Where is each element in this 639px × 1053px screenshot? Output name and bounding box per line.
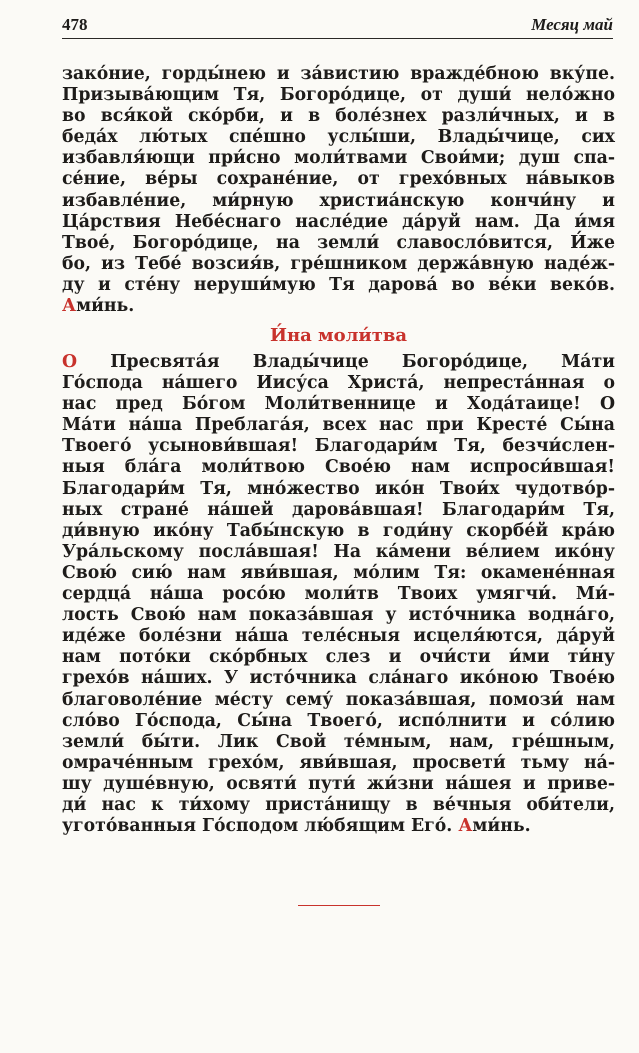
amen-initial: А	[458, 816, 473, 837]
amen-initial: А	[62, 296, 77, 317]
text-line: зако́ние, горды́нею и за́вистию вражде́бною вку́пе.	[62, 64, 615, 84]
text-line	[62, 626, 615, 647]
text-line: избавля́ющи при́сно моли́твами Свои́ми; душ спа-	[62, 148, 615, 169]
text-line	[62, 584, 615, 605]
line-text: ных стране́ на́шей дарова́вшая! Благодари́м Тя,	[62, 499, 615, 520]
text-line	[62, 795, 615, 816]
amen-rest: ми́нь.	[76, 296, 135, 317]
text-line: избавле́ние, ми́рную христиа́нскую кончи́ну и	[62, 190, 615, 211]
line-text: Ма́ти на́ша Преблага́я, всех нас при Кресте́ Сы́на	[62, 415, 615, 436]
second-prayer-text	[62, 352, 615, 837]
line-text: Твоего́ усынови́вшая! Благодари́м Тя, безчи́слен-	[62, 436, 615, 457]
line-text: нас пред Бо́гом Моли́твеннице и Хода́таице! О	[62, 394, 615, 415]
text-line	[62, 542, 615, 563]
text-line	[62, 753, 615, 774]
line-text: грехо́в на́ших. У исто́чника сла́наго ико́ною Твое́ю	[62, 668, 615, 689]
line-text: Пресвята́я Влады́чице Богоро́дице, Ма́ти	[77, 352, 615, 372]
text-line	[62, 816, 615, 837]
text-line	[62, 436, 615, 457]
second-prayer-block	[62, 352, 615, 837]
text-line	[62, 711, 615, 732]
text-line	[62, 732, 615, 753]
line-text: благоволе́ние ме́сту сему́ показа́вшая, помози́ нам	[62, 689, 615, 710]
drop-initial: О	[62, 352, 78, 372]
text-line	[62, 479, 615, 500]
text-line	[62, 394, 615, 415]
line-text: ди́вную ико́ну Табы́нскую в годи́ну скорбе́й кра́ю	[62, 520, 615, 541]
line-text: ныя бла́га моли́твою Свое́ю нам испроси́вшая!	[62, 457, 615, 478]
text-line	[62, 415, 615, 436]
line-text: сердца́ на́ша росо́ю моли́тв Твоих умягчи́. Ми́-	[62, 584, 615, 605]
text-line	[62, 690, 615, 711]
line-text: нам пото́ки ско́рбных слез и очи́сти и́ми ти́ну	[62, 647, 615, 668]
text-line	[62, 500, 615, 521]
text-line	[62, 668, 615, 689]
line-text: угото́ванныя Го́сподом лю́бящим Его́.	[62, 816, 453, 837]
line-text: Свою́ сию́ нам яви́вшая, мо́лим Тя: окамене́нная	[62, 562, 615, 583]
text-line: бо, из Тебе́ возсия́в, гре́шником держа́вную наде́ж-	[62, 253, 615, 274]
line-text: сло́во Го́спода, Сы́на Твоего́, испо́лнити и со́лию	[62, 710, 615, 731]
line-text: Ура́льскому посла́вшая! На ка́мени ве́лием ико́ну	[62, 541, 615, 562]
text-line	[62, 352, 615, 373]
text-line: Призыва́ющим Тя, Богоро́дице, от души́ нело́жно	[62, 85, 615, 106]
text-line: ду и сте́ну неруши́мую Тя дарова́ во ве́ки веко́в.	[62, 274, 615, 295]
line-text: шу душе́вную, освяти́ пути́ жи́зни на́шея и приве-	[62, 773, 615, 794]
text-line: се́ние, ве́ры сохране́ние, от грехо́вных на́выков	[62, 169, 615, 190]
text-line	[62, 457, 615, 478]
line-text: Благодари́м Тя, мно́жество ико́н Твои́х чудотво́р-	[62, 478, 615, 499]
text-line	[62, 373, 615, 394]
text-line	[62, 774, 615, 795]
line-text: омраче́нным грехо́м, яви́вшая, просвети́ тьму на́-	[62, 752, 615, 773]
section-divider	[298, 905, 380, 906]
text-line: Ца́рствия Небе́снаго насле́дие да́руй нам. Да и́мя	[62, 211, 615, 232]
text-line	[62, 605, 615, 626]
amen-line	[62, 296, 615, 317]
prayer-heading: И́на моли́тва	[269, 325, 408, 346]
line-text: иде́же боле́зни на́ша теле́сныя исцеля́ются, да́руй	[62, 626, 615, 647]
text-line: Твое́, Богоро́дице, на земли́ славосло́вится, И́же	[62, 232, 615, 253]
line-text: Го́спода на́шего Иису́са Христа́, непреста́нная о	[62, 373, 615, 394]
page-number: 478	[62, 15, 88, 34]
text-line	[62, 647, 615, 668]
line-text: ди́ нас к ти́хому приста́нищу в ве́чныя оби́тели,	[62, 794, 615, 815]
line-text: земли́ бы́ти. Лик Свой те́мным, нам, гре́шным,	[62, 731, 615, 752]
text-line	[62, 563, 615, 584]
running-title: Месяц май	[531, 15, 613, 34]
prayer-ending-block	[62, 64, 615, 317]
text-line	[62, 521, 615, 542]
running-header	[62, 12, 613, 39]
amen-rest: ми́нь.	[472, 816, 531, 837]
text-line: во вся́кой ско́рби, и в боле́знех разли́чных, и в	[62, 106, 615, 127]
text-line: беда́х лю́тых спе́шно услы́ши, Влады́чице, сих	[62, 127, 615, 148]
line-text: лость Свою́ нам показа́вшая у исто́чника водна́го,	[62, 605, 615, 626]
prayer-ending-text	[62, 64, 615, 317]
